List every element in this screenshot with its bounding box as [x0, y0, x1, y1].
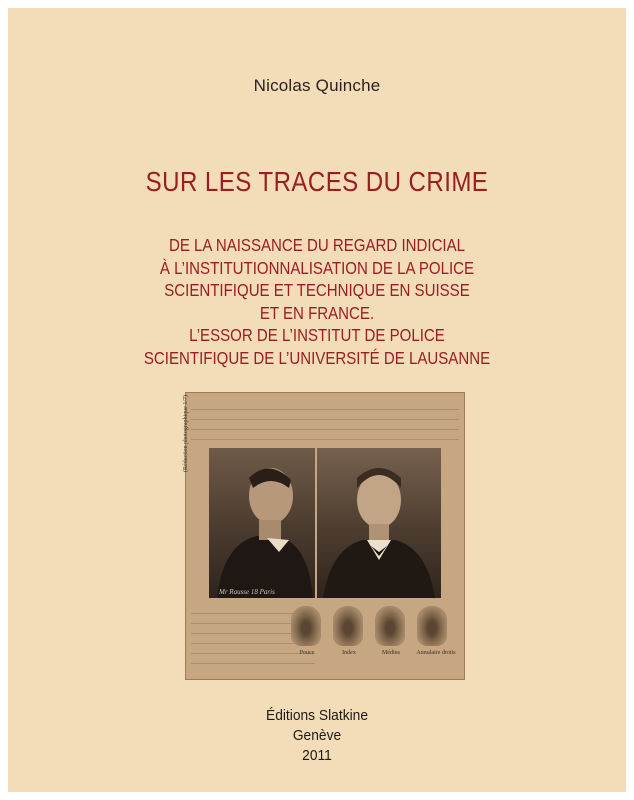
- publisher-block: [8, 706, 626, 766]
- fingerprint-icon: [417, 606, 447, 646]
- fingerprint-icon: [375, 606, 405, 646]
- fingerprint-label: Annulaire droits: [416, 650, 456, 656]
- publisher-city: Genève: [292, 727, 342, 744]
- subtitle-line: SCIENTIFIQUE ET TECHNIQUE EN SUISSE: [164, 280, 470, 300]
- fingerprint-icon: [333, 606, 363, 646]
- subtitle-line: ET EN FRANCE.: [259, 302, 375, 323]
- card-form-lines: [191, 400, 459, 444]
- subtitle-line: SCIENTIFIQUE DE L’UNIVERSITÉ DE LAUSANNE: [143, 347, 491, 368]
- subtitle-line: À L’INSTITUTIONNALISATION DE LA POLICE: [159, 257, 475, 278]
- profile-photo: [209, 448, 315, 598]
- subtitle-line: DE LA NAISSANCE DU REGARD INDICIAL: [168, 235, 466, 255]
- front-photo: [317, 448, 441, 598]
- fingerprint-icon: [291, 606, 321, 646]
- card-side-text: (Réduction photographique 1/7): [183, 395, 189, 472]
- book-title: SUR LES TRACES DU CRIME: [145, 166, 489, 197]
- book-cover: [8, 8, 626, 792]
- photo-caption: Mr Rausse 18 Paris: [219, 588, 275, 596]
- identification-card-image: [185, 392, 465, 680]
- fingerprint-label: Médius: [382, 650, 400, 656]
- fingerprints: [287, 606, 459, 666]
- publisher-name: Éditions Slatkine: [265, 707, 369, 724]
- subtitle-line: L’ESSOR DE L’INSTITUT DE POLICE: [189, 325, 445, 345]
- profile-silhouette-icon: [209, 448, 315, 598]
- author-name: Nicolas Quinche: [253, 76, 381, 95]
- book-subtitle: [8, 234, 626, 369]
- fingerprint-label: Index: [342, 650, 356, 656]
- front-silhouette-icon: [317, 448, 441, 598]
- publication-year: 2011: [302, 747, 332, 764]
- fingerprint-label: Pouce: [299, 650, 315, 656]
